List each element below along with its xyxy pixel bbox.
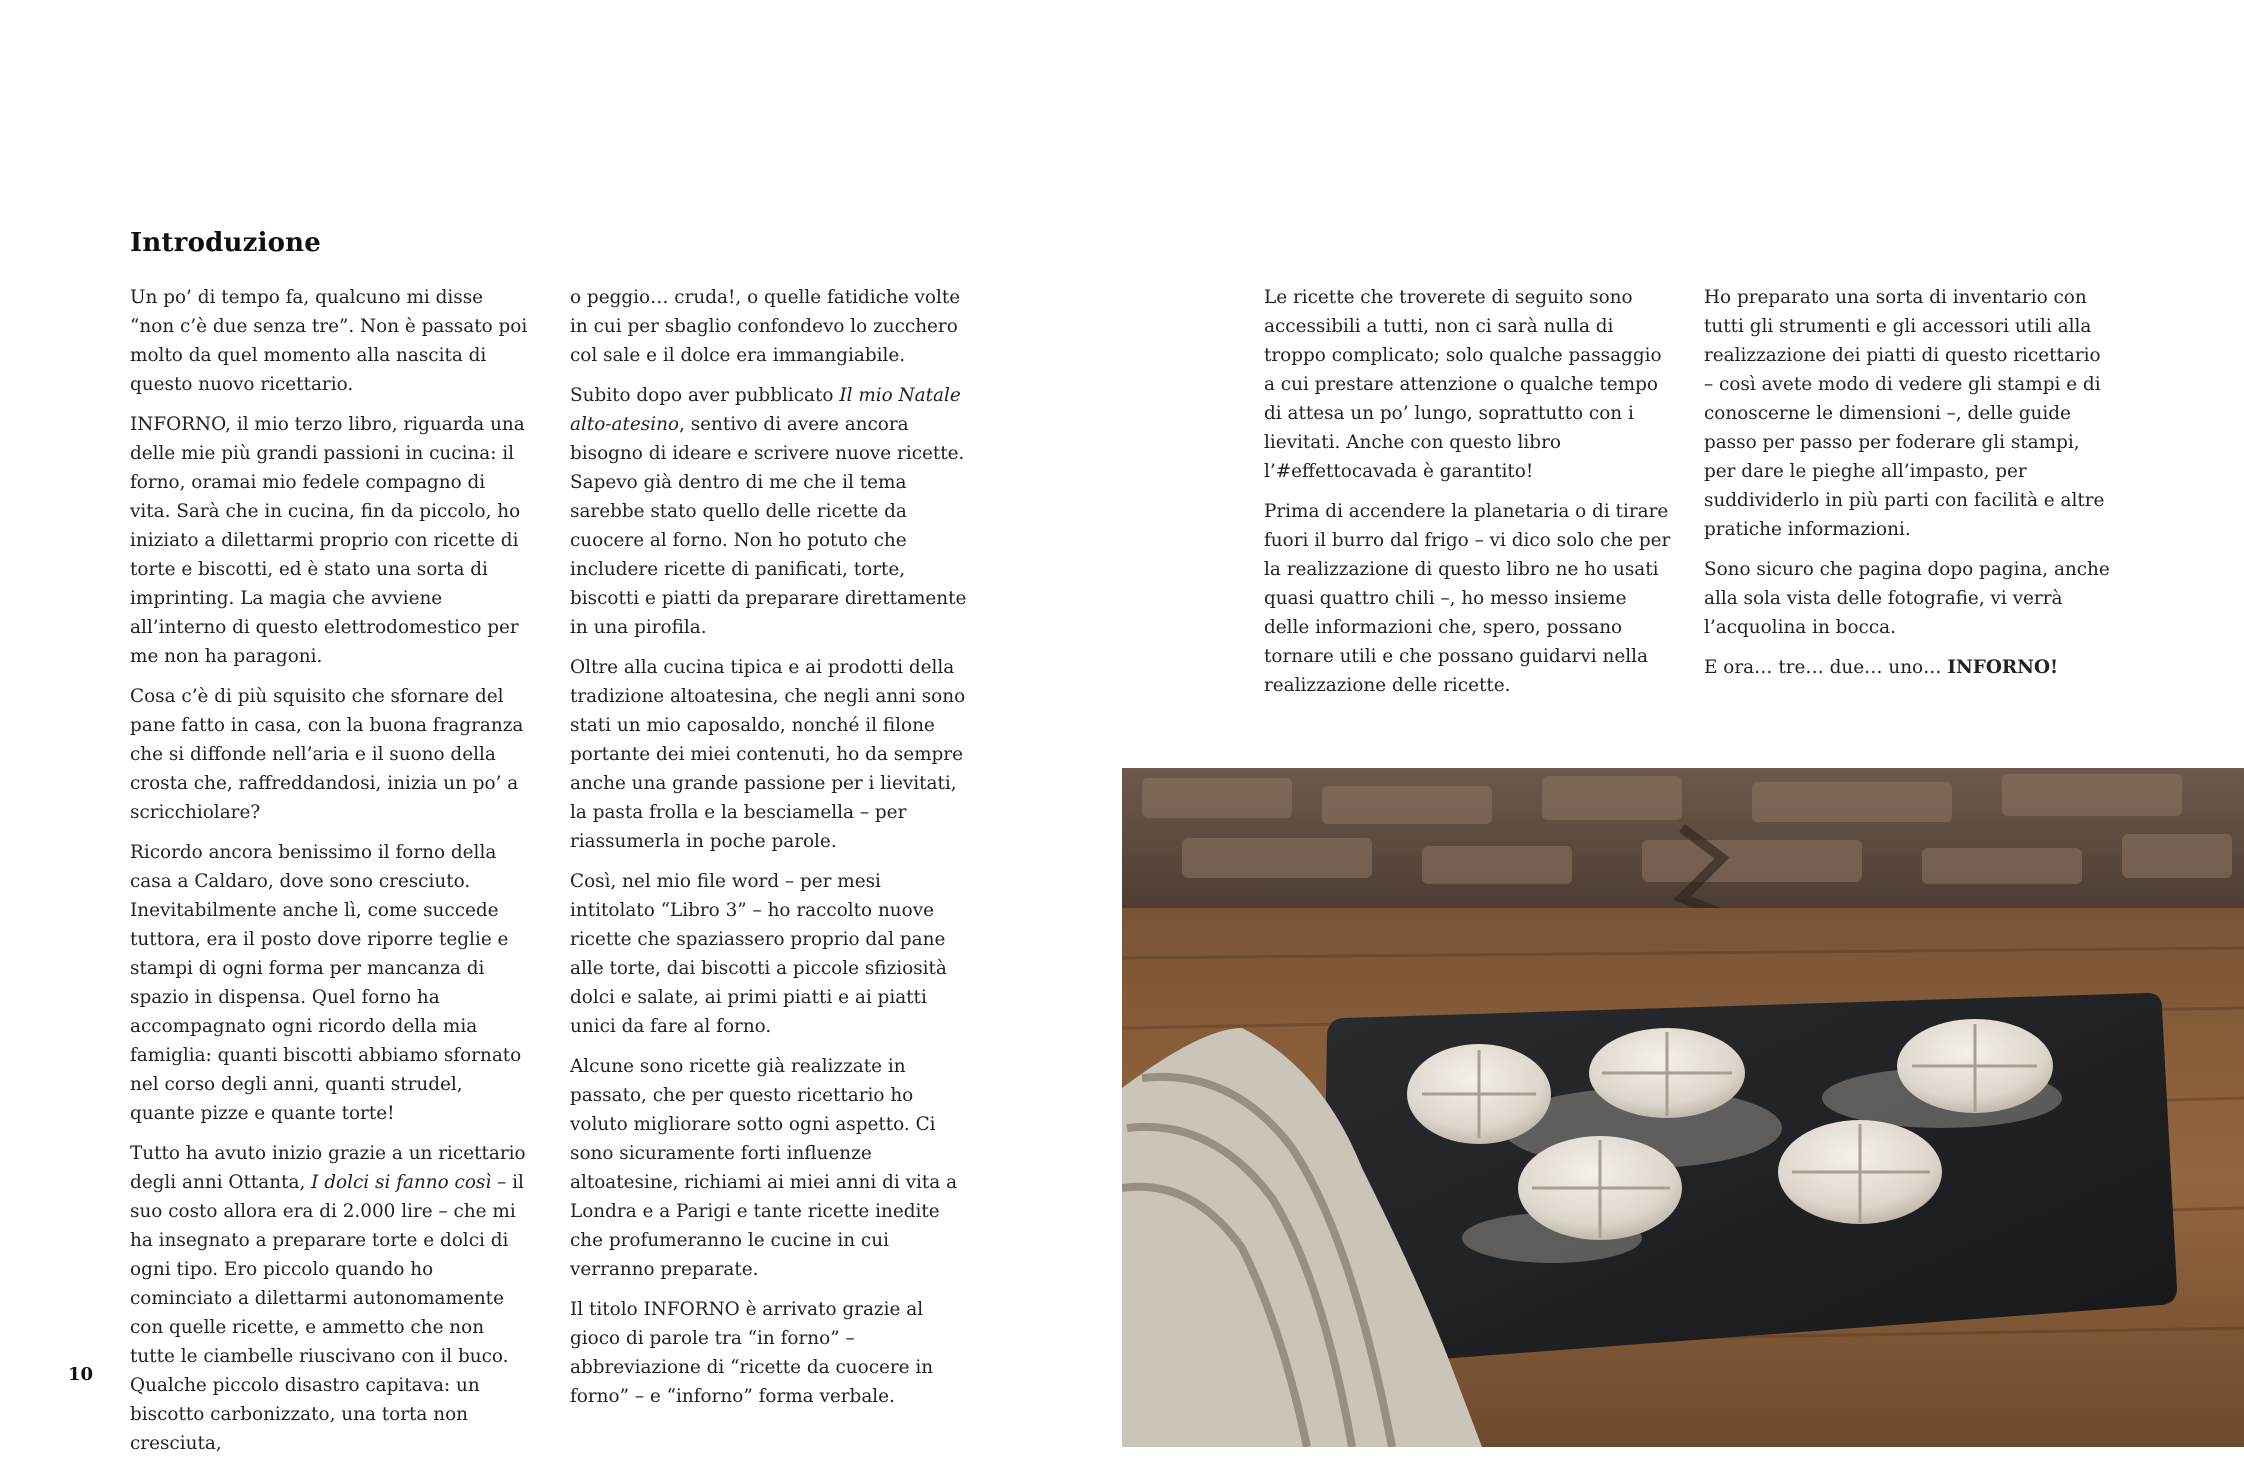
paragraph xyxy=(1704,283,2114,544)
text-run: Sono sicuro che pagina dopo pagina, anche alla sola vista delle fotografie, vi verrà l’acquolina in bocca. xyxy=(1704,559,2110,638)
text-run: Il titolo INFORNO è arrivato grazie al gioco di parole tra “in forno” – abbreviazione di “ricette da cuocere in forno” – e “inforno” forma verbale. xyxy=(570,1299,934,1407)
text-run: , sentivo di avere ancora bisogno di ideare e scrivere nuove ricette. Sapevo già dentro di me che il tema sarebbe stato quello delle ricette da cuocere al forno. Non ho potuto che includere ricette di panificati, torte, biscotti e piatti da preparare direttamente in una pirofila. xyxy=(570,414,967,638)
text-run: Oltre alla cucina tipica e ai prodotti della tradizione altoatesina, che negli anni sono stati un mio caposaldo, nonché il filone portante dei miei contenuti, ho da sempre anche una grande passione per i lievitati, la pasta frolla e la besciamella – per riassumerla in poche parole. xyxy=(570,657,966,852)
text-column-4 xyxy=(1704,283,2114,693)
bread-rolls-photo xyxy=(1122,768,2244,1447)
text-column-2 xyxy=(570,283,970,1422)
text-run: INFORNO, il mio terzo libro, riguarda una delle mie più grandi passioni in cucina: il forno, oramai mio fedele compagno di vita. Sarà che in cucina, fin da piccolo, ho iniziato a dilettarmi proprio con ricette di torte e biscotti, ed è stato una sorta di imprinting. La magia che avviene all’interno di questo elettrodomestico per me non ha paragoni. xyxy=(130,414,525,667)
paragraph xyxy=(130,410,530,671)
text-run: Un po’ di tempo fa, qualcuno mi disse “non c’è due senza tre”. Non è passato poi molto da quel momento alla nascita di questo nuovo ricettario. xyxy=(130,287,528,395)
bold-text: INFORNO! xyxy=(1947,657,2059,678)
italic-text: Il mio Natale alto-atesino xyxy=(570,385,961,435)
paragraph xyxy=(1264,497,1674,700)
paragraph xyxy=(570,283,970,370)
text-run: Subito dopo aver pubblicato xyxy=(570,385,840,406)
paragraph xyxy=(1264,283,1674,486)
paragraph xyxy=(570,381,970,642)
paragraph xyxy=(570,1295,970,1411)
text-run: Le ricette che troverete di seguito sono accessibili a tutti, non ci sarà nulla di troppo complicato; solo qualche passaggio a cui prestare attenzione o qualche tempo di attesa un po’ lungo, soprattutto con i lievitati. Anche con questo libro l’#effettocavada è garantito! xyxy=(1264,287,1662,482)
paragraph xyxy=(130,682,530,827)
text-run: Ricordo ancora benissimo il forno della casa a Caldaro, dove sono cresciuto. Inevitabilmente anche lì, come succede tuttora, era il posto dove riporre teglie e stampi di ogni forma per mancanza di spazio in dispensa. Quel forno ha accompagnato ogni ricordo della mia famiglia: quanti biscotti abbiamo sfornato nel corso degli anni, quanti strudel, quante pizze e quante torte! xyxy=(130,842,522,1124)
paragraph xyxy=(130,1139,530,1458)
page-number: 10 xyxy=(68,1364,94,1385)
paragraph xyxy=(570,867,970,1041)
chapter-heading: Introduzione xyxy=(130,228,322,258)
paragraph xyxy=(570,653,970,856)
paragraph xyxy=(1704,555,2114,642)
paragraph xyxy=(130,283,530,399)
text-run: Alcune sono ricette già realizzate in passato, che per questo ricettario ho voluto migliorare sotto ogni aspetto. Ci sono sicuramente forti influenze altoatesine, richiami ai miei anni di vita a Londra e a Parigi e tante ricette inedite che profumeranno le cucine in cui verranno preparate. xyxy=(570,1056,958,1280)
text-run: E ora… tre… due… uno… xyxy=(1704,657,1948,678)
paragraph xyxy=(570,1052,970,1284)
text-run: Cosa c’è di più squisito che sfornare del pane fatto in casa, con la buona fragranza che si diffonde nell’aria e il suono della crosta che, raffreddandosi, inizia un po’ a scricchiolare? xyxy=(130,686,524,823)
text-run: Così, nel mio file word – per mesi intitolato “Libro 3” – ho raccolto nuove ricette che spaziassero proprio dal pane alle torte, dai biscotti a piccole sfiziosità dolci e salate, ai primi piatti e ai piatti unici da fare al forno. xyxy=(570,871,947,1037)
text-run: Prima di accendere la planetaria o di tirare fuori il burro dal frigo – vi dico solo che per la realizzazione di questo libro ne ho usati quasi quattro chili –, ho messo insieme delle informazioni che, spero, possano tornare utili e che possano guidarvi nella realizzazione delle ricette. xyxy=(1264,501,1671,696)
paragraph xyxy=(1704,653,2114,682)
text-column-1 xyxy=(130,283,530,1469)
italic-text: I dolci si fanno così xyxy=(311,1172,492,1193)
text-run: Tutto ha avuto inizio grazie a un ricettario degli anni Ottanta, xyxy=(130,1143,526,1193)
text-run: Ho preparato una sorta di inventario con tutti gli strumenti e gli accessori utili alla realizzazione dei piatti di questo ricettario – così avete modo di vedere gli stampi e di conoscerne le dimensioni –, delle guide passo per passo per foderare gli stampi, per dare le pieghe all’impasto, per suddividerlo in più parti con facilità e altre pratiche informazioni. xyxy=(1704,287,2105,540)
text-run: – il suo costo allora era di 2.000 lire – che mi ha insegnato a preparare torte e dolci di ogni tipo. Ero piccolo quando ho cominciato a dilettarmi autonomamente con quelle ricette, e ammetto che non tutte le ciambelle riuscivano con il buco. Qualche piccolo disastro capitava: un biscotto carbonizzato, una torta non cresciuta, xyxy=(130,1172,524,1454)
text-column-3 xyxy=(1264,283,1674,711)
paragraph xyxy=(130,838,530,1128)
text-run: o peggio… cruda!, o quelle fatidiche volte in cui per sbaglio confondevo lo zucchero col sale e il dolce era immangiabile. xyxy=(570,287,961,366)
